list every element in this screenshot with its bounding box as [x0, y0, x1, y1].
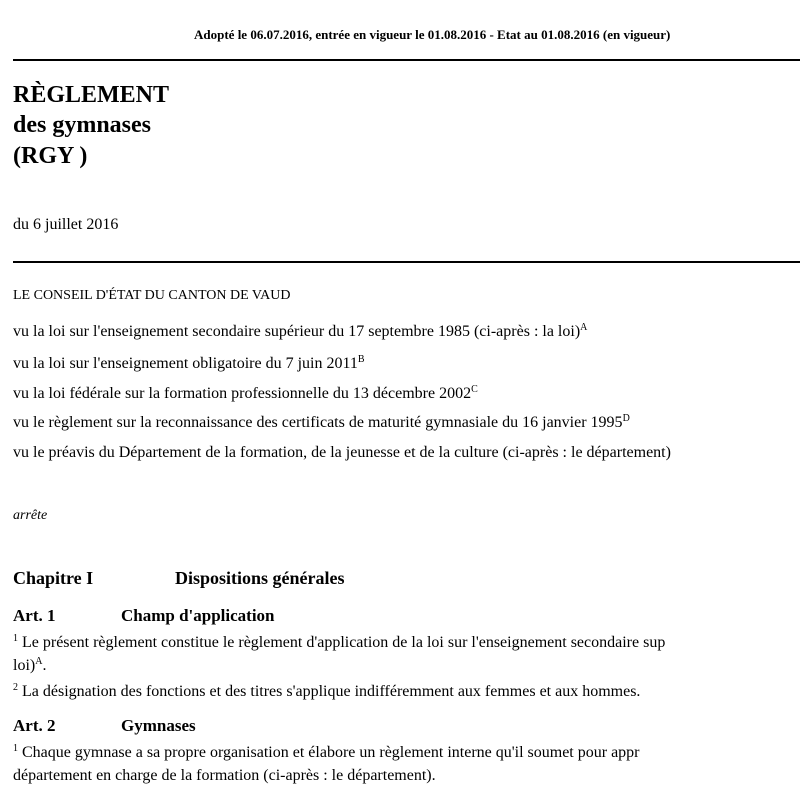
footnote-ref[interactable]: A: [35, 656, 43, 667]
paragraph-number: 1: [13, 633, 18, 644]
article-number: Art. 1: [13, 606, 56, 625]
article-title: Champ d'application: [121, 606, 275, 625]
visa-item: [13, 444, 671, 462]
paragraph-text: Le présent règlement constitue le règlement d'application de la loi sur l'enseignement secondaire sup: [22, 634, 666, 651]
chapter-title: Dispositions générales: [175, 568, 345, 588]
paragraph-text: La désignation des fonctions et des titres s'applique indifféremment aux femmes et aux hommes.: [22, 683, 641, 700]
paragraph-text: loi): [13, 657, 36, 674]
document-title-line3: (RGY ): [13, 143, 88, 169]
document-date: du 6 juillet 2016: [13, 216, 119, 233]
paragraph-text: Chaque gymnase a sa propre organisation et élabore un règlement interne qu'il soumet pour appr: [22, 744, 640, 761]
visa-item: [13, 385, 478, 403]
document-title-line2: des gymnases: [13, 112, 152, 138]
paragraph-number: 2: [13, 682, 18, 693]
footnote-ref[interactable]: C: [471, 384, 478, 395]
top-divider: [13, 59, 800, 61]
paragraph-text: .: [42, 657, 47, 674]
article-paragraph: [13, 744, 640, 762]
visa-text: vu le préavis du Département de la formation, de la jeunesse et de la culture (ci-après : le département): [13, 444, 671, 461]
title-divider: [13, 261, 800, 263]
article-paragraph-continuation: [13, 657, 46, 675]
status-line: Adopté le 06.07.2016, entrée en vigueur le 01.08.2016 - Etat au 01.08.2016 (en vigueur): [194, 27, 671, 42]
decision-word: arrête: [13, 508, 48, 523]
article-paragraph-continuation: département en charge de la formation (ci-après : le département).: [13, 767, 436, 784]
paragraph-number: 1: [13, 743, 18, 754]
footnote-ref[interactable]: B: [357, 354, 365, 365]
visa-text: vu le règlement sur la reconnaissance des certificats de maturité gymnasiale du 16 janvier 1995: [13, 414, 623, 431]
visa-text: vu la loi sur l'enseignement obligatoire du 7 juin 2011: [13, 355, 358, 372]
article-number: Art. 2: [13, 716, 56, 735]
visa-item: [13, 414, 630, 432]
authority: LE CONSEIL D'ÉTAT DU CANTON DE VAUD: [13, 288, 291, 303]
visa-item: [13, 355, 365, 373]
article-title: Gymnases: [121, 716, 196, 735]
footnote-ref[interactable]: D: [622, 413, 630, 424]
footnote-ref[interactable]: A: [580, 322, 588, 333]
article-paragraph: [13, 683, 640, 701]
visa-text: vu la loi fédérale sur la formation professionnelle du 13 décembre 2002: [13, 385, 472, 402]
visa-item: [13, 323, 587, 341]
document-title-line1: RÈGLEMENT: [13, 82, 170, 108]
article-paragraph: [13, 634, 665, 652]
visa-text: vu la loi sur l'enseignement secondaire supérieur du 17 septembre 1985 (ci-après : la loi): [13, 323, 581, 340]
chapter-number: Chapitre I: [13, 568, 94, 588]
